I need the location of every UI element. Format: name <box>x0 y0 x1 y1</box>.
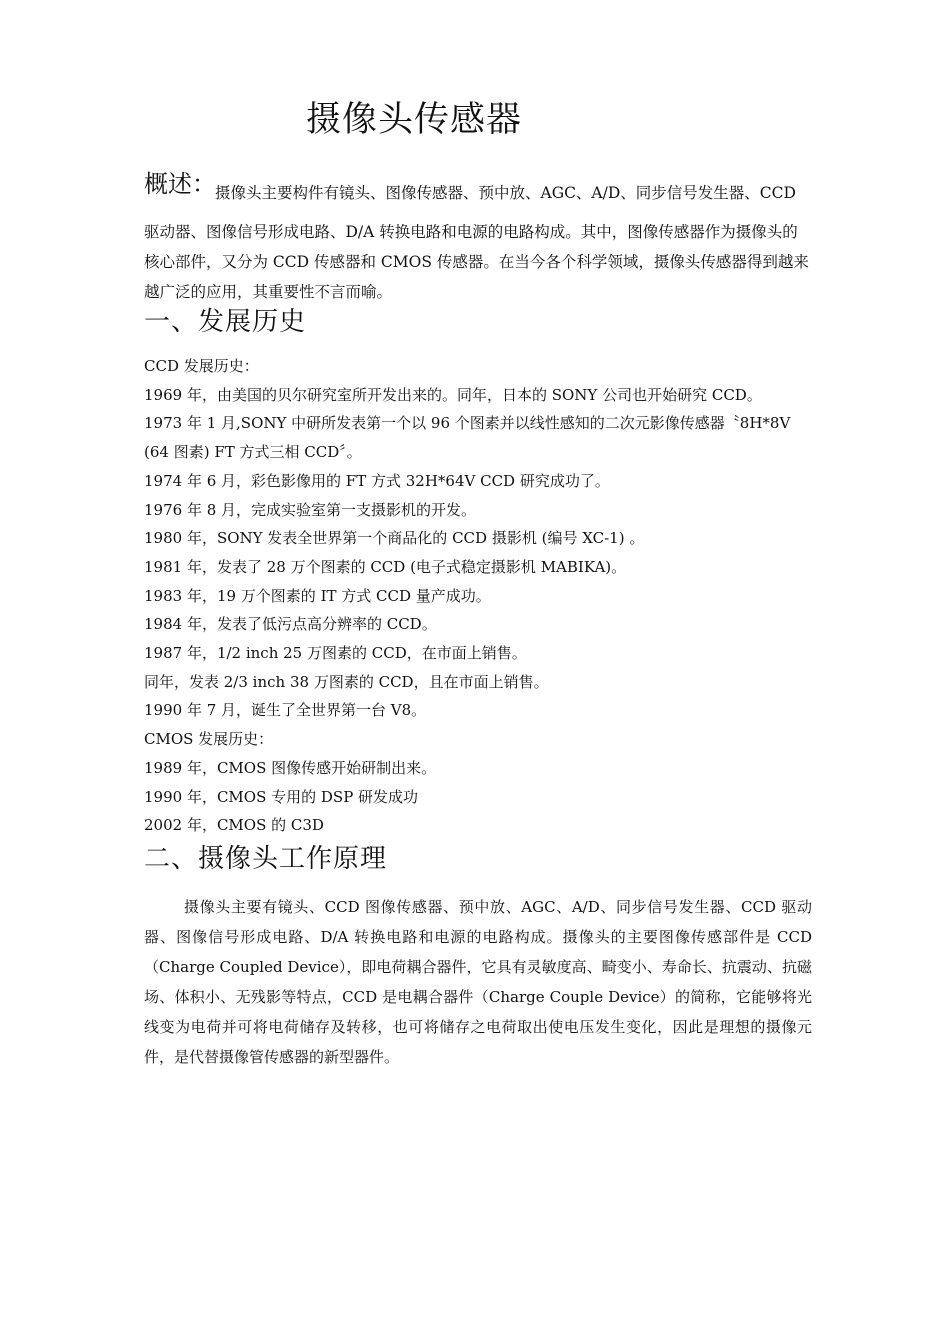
history-line: 1987 年，1/2 inch 25 万图素的 CCD，在市面上销售。 <box>144 644 527 663</box>
page-title: 摄像头传感器 <box>306 100 523 140</box>
history-line-cmos-heading: CMOS 发展历史： <box>144 730 274 749</box>
history-line: 1981 年，发表了 28 万个图素的 CCD (电子式稳定摄影机 MABIKA)。 <box>144 557 627 576</box>
history-line: 1989 年，CMOS 图像传感开始研制出来。 <box>144 758 437 777</box>
history-line-ccd-heading: CCD 发展历史： <box>144 357 259 375</box>
overview-first-line: 摄像头主要构件有镜头、图像传感器、预中放、AGC、A/D、同步信号发生器、CCD <box>215 184 796 202</box>
principle-paragraph: 摄像头主要有镜头、CCD 图像传感器、预中放、AGC、A/D、同步信号发生器、CCD 驱动器、图像信号形成电路、D/A 转换电路和电源的电路构成。摄像头的主要图像传感部件是 CCD（Charge Coupled Device），即电荷耦合器件，它具有灵敏度高、畸变小、寿命长、抗震动、抗磁场、体积小、无残影等特点，CCD 是电耦合器件（Charge Couple Device）的简称，它能够将光线变为电荷并可将电荷储存及转移，也可将储存之电荷取出使电压发生变化，因此是理想的摄像元件，是代替摄像管传感器的新型器件。 <box>144 898 812 1066</box>
overview-paragraph: 驱动器、图像信号形成电路、D/A 转换电路和电源的电路构成。其中，图像传感器作为摄像头的核心部件，又分为 CCD 传感器和 CMOS 传感器。在当今各个科学领域，摄像头传感器得到越来越广泛的应用，其重要性不言而喻。 <box>144 223 809 301</box>
section-heading-history: 一、发展历史 <box>144 307 307 337</box>
history-line: 1990 年，CMOS 专用的 DSP 研发成功 <box>144 787 419 806</box>
history-line: 1990 年 7 月，诞生了全世界第一台 V8。 <box>144 701 427 720</box>
history-line: 2002 年，CMOS 的 C3D <box>144 816 324 835</box>
history-line: 1983 年，19 万个图素的 IT 方式 CCD 量产成功。 <box>144 586 491 605</box>
history-list <box>144 352 814 840</box>
history-line: 1973 年 1 月,SONY 中研所发表第一个以 96 个图素并以线性感知的二次元影像传感器〝8H*8V (64 图素) FT 方式三相 CCD〞。 <box>144 414 791 462</box>
history-line: 1976 年 8 月，完成实验室第一支摄影机的开发。 <box>144 500 477 519</box>
section-heading-principle: 二、摄像头工作原理 <box>144 844 388 874</box>
history-line: 1969 年，由美国的贝尔研究室所开发出来的。同年，日本的 SONY 公司也开始研究 CCD。 <box>144 385 762 404</box>
history-line: 同年，发表 2/3 inch 38 万图素的 CCD，且在市面上销售。 <box>144 672 549 691</box>
overview-heading: 概述： <box>144 170 216 198</box>
history-line: 1980 年，SONY 发表全世界第一个商品化的 CCD 摄影机 (编号 XC-1) 。 <box>144 529 645 548</box>
history-line: 1974 年 6 月，彩色影像用的 FT 方式 32H*64V CCD 研究成功了。 <box>144 471 610 490</box>
history-line: 1984 年，发表了低污点高分辨率的 CCD。 <box>144 615 437 634</box>
